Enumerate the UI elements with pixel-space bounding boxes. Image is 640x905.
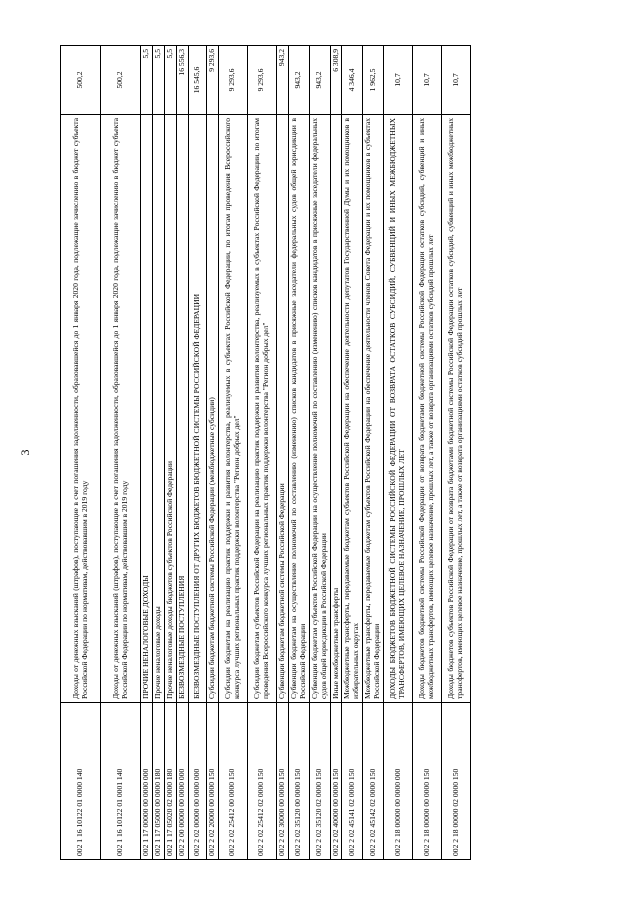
revenue-table: [60, 45, 471, 860]
row-amount: 943,2: [309, 46, 330, 115]
row-code: 002 2 02 25412 02 0000 150: [247, 703, 276, 860]
row-amount: 9 293,6: [247, 46, 276, 115]
row-code: 002 1 17 05000 00 0000 180: [152, 703, 164, 860]
table-row: [442, 46, 471, 860]
row-name: Субвенции бюджетам бюджетной системы Российской Федерации: [276, 115, 288, 703]
row-code: 002 2 18 00000 00 0000 150: [413, 703, 442, 860]
row-name: Доходы от денежных взысканий (штрафов), поступающие в счет погашения задолженности, образовавшейся до 1 января 2020 года, подлежащие зачислению в бюджет субъекта Российской Федерации по нормативам, действовавшим в 2019 году: [61, 115, 101, 703]
row-code: 002 2 02 40000 00 0000 150: [330, 703, 342, 860]
row-code: 002 2 02 25412 00 0000 150: [218, 703, 247, 860]
table-row: [164, 46, 176, 860]
row-name: Субсидии бюджетам на реализацию практик поддержки и развития волонтерства, реализуемых в субъектах Российской Федерации, по итогам проведения Всероссийского конкурса лучших региональных практик поддержки волонтерства "Регион добрых дел": [218, 115, 247, 703]
row-code: 002 2 02 35120 02 0000 150: [309, 703, 330, 860]
row-name: Иные межбюджетные трансферты: [330, 115, 342, 703]
revenue-table-body: [61, 46, 471, 860]
row-name: Субвенции бюджетам на осуществление полномочий по составлению (изменению) списков кандидатов в присяжные заседатели федеральных судов общей юрисдикции в Российской Федерации: [288, 115, 309, 703]
row-code: 002 2 18 00000 02 0000 150: [442, 703, 471, 860]
row-code: 002 2 18 00000 00 0000 000: [384, 703, 413, 860]
row-name: ДОХОДЫ БЮДЖЕТОВ БЮДЖЕТНОЙ СИСТЕМЫ РОССИЙСКОЙ ФЕДЕРАЦИИ ОТ ВОЗВРАТА ОСТАТКОВ СУБСИДИЙ, СУБВЕНЦИЙ И ИНЫХ МЕЖБЮДЖЕТНЫХ ТРАНСФЕРТОВ, ИМЕЮЩИХ ЦЕЛЕВОЕ НАЗНАЧЕНИЕ, ПРОШЛЫХ ЛЕТ: [384, 115, 413, 703]
row-code: 002 1 17 05020 02 0000 180: [164, 703, 176, 860]
row-code: 002 2 02 30000 00 0000 150: [276, 703, 288, 860]
row-amount: 9 293,6: [218, 46, 247, 115]
row-name: Субсидии бюджетам субъектов Российской Федерации на реализацию практик поддержки и развития волонтерства, реализуемых в субъектах Российской Федерации, по итогам проведения Всероссийского конкурса лучших региональных практик поддержки волонтерства "Регион добрых дел": [247, 115, 276, 703]
row-name: Прочие неналоговые доходы бюджетов субъектов Российской Федерации: [164, 115, 176, 703]
row-code: 002 1 16 10122 01 0001 140: [101, 703, 141, 860]
row-name: Прочие неналоговые доходы: [152, 115, 164, 703]
row-code: 002 2 02 20000 00 0000 150: [206, 703, 218, 860]
table-row: [363, 46, 384, 860]
table-row: [61, 46, 101, 860]
table-row: [206, 46, 218, 860]
row-amount: 10,7: [413, 46, 442, 115]
row-amount: 10,7: [442, 46, 471, 115]
table-row: [141, 46, 153, 860]
row-amount: 4 346,4: [342, 46, 363, 115]
row-amount: 10,7: [384, 46, 413, 115]
row-amount: 6 308,9: [330, 46, 342, 115]
table-row: [247, 46, 276, 860]
row-code: 002 2 02 00000 00 0000 000: [188, 703, 206, 860]
table-row: [384, 46, 413, 860]
row-name: ПРОЧИЕ НЕНАЛОГОВЫЕ ДОХОДЫ: [141, 115, 153, 703]
row-amount: 500,2: [61, 46, 101, 115]
row-name: БЕЗВОЗМЕЗДНЫЕ ПОСТУПЛЕНИЯ ОТ ДРУГИХ БЮДЖЕТОВ БЮДЖЕТНОЙ СИСТЕМЫ РОССИЙСКОЙ ФЕДЕРАЦИИ: [188, 115, 206, 703]
row-name: Доходы бюджетов субъектов Российской Федерации от возврата бюджетами бюджетной системы Российской Федерации остатков субсидий, субвенций и иных межбюджетных трансфертов, имеющих целевое назначение, прошлых лет, а также от возврата организациями остатков субсидий прошлых лет: [442, 115, 471, 703]
row-amount: 943,2: [288, 46, 309, 115]
page-number: 3: [18, 449, 32, 456]
row-name: Межбюджетные трансферты, передаваемые бюджетам субъектов Российской Федерации на обеспечение деятельности членов Совета Федерации и их помощников в субъектах Российской Федерации: [363, 115, 384, 703]
row-code: 002 2 00 00000 00 0000 000: [176, 703, 188, 860]
table-row: [413, 46, 442, 860]
row-code: 002 1 17 00000 00 0000 000: [141, 703, 153, 860]
table-row: [342, 46, 363, 860]
row-name: Субсидии бюджетам бюджетной системы Российской Федерации (межбюджетные субсидии): [206, 115, 218, 703]
row-name: БЕЗВОЗМЕЗДНЫЕ ПОСТУПЛЕНИЯ: [176, 115, 188, 703]
table-row: [288, 46, 309, 860]
row-name: Межбюджетные трансферты, передаваемые бюджетам субъектов Российской Федерации на обеспечение деятельности депутатов Государственной Думы и их помощников в избирательных округах: [342, 115, 363, 703]
row-amount: 5,5: [164, 46, 176, 115]
table-row: [152, 46, 164, 860]
row-amount: 9 293,6: [206, 46, 218, 115]
row-amount: 500,2: [101, 46, 141, 115]
row-code: 002 1 16 10122 01 0000 140: [61, 703, 101, 860]
table-row: [101, 46, 141, 860]
row-amount: 16 545,6: [188, 46, 206, 115]
row-amount: 5,5: [141, 46, 153, 115]
row-code: 002 2 02 45142 02 0000 150: [363, 703, 384, 860]
table-row: [309, 46, 330, 860]
row-name: Субвенции бюджетам субъектов Российской Федерации на осуществление полномочий по составлению (изменению) списков кандидатов в присяжные заседатели федеральных судов общей юрисдикции в Российской Федерации: [309, 115, 330, 703]
row-amount: 1 962,5: [363, 46, 384, 115]
row-code: 002 2 02 35120 00 0000 150: [288, 703, 309, 860]
row-name: Доходы бюджетов бюджетной системы Российской Федерации от возврата бюджетами бюджетной системы Российской Федерации остатков субсидий, субвенций и иных межбюджетных трансфертов, имеющих целевое назначение, прошлых лет, а также от возврата организациями остатков субсидий прошлых лет: [413, 115, 442, 703]
row-name: Доходы от денежных взысканий (штрафов), поступающие в счет погашения задолженности, образовавшейся до 1 января 2020 года, подлежащие зачислению в бюджет субъекта Российской Федерации по нормативам, действовавшим в 2019 году: [101, 115, 141, 703]
table-row: [218, 46, 247, 860]
table-row: [276, 46, 288, 860]
row-amount: 943,2: [276, 46, 288, 115]
row-code: 002 2 02 45141 02 0000 150: [342, 703, 363, 860]
row-amount: 5,5: [152, 46, 164, 115]
table-row: [330, 46, 342, 860]
table-row: [188, 46, 206, 860]
row-amount: 16 556,3: [176, 46, 188, 115]
table-row: [176, 46, 188, 860]
